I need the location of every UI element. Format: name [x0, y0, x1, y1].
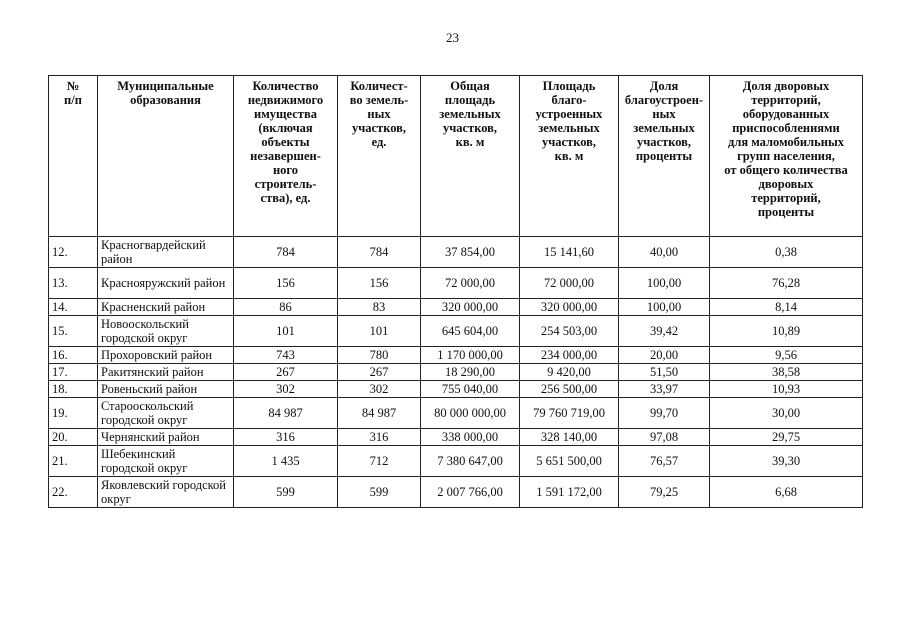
cell-yard-share: 9,56	[710, 347, 863, 364]
cell-plots: 316	[338, 429, 421, 446]
cell-yard-share: 76,28	[710, 268, 863, 299]
cell-total-area: 1 170 000,00	[421, 347, 520, 364]
cell-plots: 84 987	[338, 398, 421, 429]
cell-total-area: 72 000,00	[421, 268, 520, 299]
table-header-row	[49, 76, 863, 237]
table-row	[49, 446, 863, 477]
municipal-land-table	[48, 75, 863, 508]
cell-municipality: Яковлевский городской округ	[98, 477, 234, 508]
cell-improved-share: 51,50	[619, 364, 710, 381]
cell-yard-share: 39,30	[710, 446, 863, 477]
cell-improved-share: 76,57	[619, 446, 710, 477]
cell-yard-share: 29,75	[710, 429, 863, 446]
table-row	[49, 398, 863, 429]
cell-improved-share: 100,00	[619, 268, 710, 299]
cell-improved-area: 256 500,00	[520, 381, 619, 398]
table-row	[49, 429, 863, 446]
cell-total-area: 2 007 766,00	[421, 477, 520, 508]
cell-improved-share: 79,25	[619, 477, 710, 508]
cell-total-area: 338 000,00	[421, 429, 520, 446]
cell-improved-share: 40,00	[619, 237, 710, 268]
header-property-count: Количество недвижимого имущества (включая объекты незавершен- ного строитель- ства), ед.	[234, 76, 338, 237]
cell-plots: 599	[338, 477, 421, 508]
cell-improved-area: 234 000,00	[520, 347, 619, 364]
cell-property: 101	[234, 316, 338, 347]
cell-num: 19.	[49, 398, 98, 429]
cell-municipality: Ракитянский район	[98, 364, 234, 381]
table-row	[49, 381, 863, 398]
cell-municipality: Ровеньский район	[98, 381, 234, 398]
cell-total-area: 7 380 647,00	[421, 446, 520, 477]
cell-improved-area: 320 000,00	[520, 299, 619, 316]
cell-improved-share: 39,42	[619, 316, 710, 347]
cell-property: 1 435	[234, 446, 338, 477]
cell-num: 21.	[49, 446, 98, 477]
cell-num: 12.	[49, 237, 98, 268]
cell-property: 84 987	[234, 398, 338, 429]
cell-improved-share: 99,70	[619, 398, 710, 429]
cell-plots: 712	[338, 446, 421, 477]
cell-improved-share: 97,08	[619, 429, 710, 446]
cell-improved-share: 20,00	[619, 347, 710, 364]
cell-improved-area: 1 591 172,00	[520, 477, 619, 508]
table-row	[49, 347, 863, 364]
header-municipality: Муниципальные образования	[98, 76, 234, 237]
cell-improved-share: 33,97	[619, 381, 710, 398]
page-number: 23	[446, 30, 459, 45]
cell-yard-share: 0,38	[710, 237, 863, 268]
cell-municipality: Шебекинский городской округ	[98, 446, 234, 477]
cell-total-area: 18 290,00	[421, 364, 520, 381]
cell-municipality: Краснояружский район	[98, 268, 234, 299]
cell-total-area: 320 000,00	[421, 299, 520, 316]
cell-improved-area: 9 420,00	[520, 364, 619, 381]
table-row	[49, 477, 863, 508]
cell-yard-share: 10,93	[710, 381, 863, 398]
table-row	[49, 237, 863, 268]
cell-municipality: Новооскольский городской округ	[98, 316, 234, 347]
cell-num: 13.	[49, 268, 98, 299]
cell-plots: 784	[338, 237, 421, 268]
cell-property: 86	[234, 299, 338, 316]
header-num: № п/п	[49, 76, 98, 237]
cell-improved-share: 100,00	[619, 299, 710, 316]
header-improved-share: Доля благоустроен- ных земельных участков, проценты	[619, 76, 710, 237]
cell-property: 267	[234, 364, 338, 381]
cell-total-area: 80 000 000,00	[421, 398, 520, 429]
cell-plots: 780	[338, 347, 421, 364]
cell-plots: 156	[338, 268, 421, 299]
cell-municipality: Чернянский район	[98, 429, 234, 446]
cell-total-area: 755 040,00	[421, 381, 520, 398]
cell-yard-share: 6,68	[710, 477, 863, 508]
cell-plots: 302	[338, 381, 421, 398]
cell-yard-share: 38,58	[710, 364, 863, 381]
table-row	[49, 299, 863, 316]
cell-property: 743	[234, 347, 338, 364]
cell-property: 302	[234, 381, 338, 398]
cell-improved-area: 72 000,00	[520, 268, 619, 299]
cell-property: 156	[234, 268, 338, 299]
cell-municipality: Старооскольский городской округ	[98, 398, 234, 429]
header-plots-count: Количест- во земель- ных участков, ед.	[338, 76, 421, 237]
header-total-area: Общая площадь земельных участков, кв. м	[421, 76, 520, 237]
cell-num: 22.	[49, 477, 98, 508]
cell-num: 16.	[49, 347, 98, 364]
cell-total-area: 37 854,00	[421, 237, 520, 268]
cell-plots: 267	[338, 364, 421, 381]
cell-improved-area: 15 141,60	[520, 237, 619, 268]
cell-property: 316	[234, 429, 338, 446]
cell-plots: 83	[338, 299, 421, 316]
cell-yard-share: 8,14	[710, 299, 863, 316]
cell-num: 17.	[49, 364, 98, 381]
cell-property: 599	[234, 477, 338, 508]
cell-plots: 101	[338, 316, 421, 347]
cell-total-area: 645 604,00	[421, 316, 520, 347]
cell-municipality: Красненский район	[98, 299, 234, 316]
table-row	[49, 316, 863, 347]
cell-improved-area: 5 651 500,00	[520, 446, 619, 477]
cell-yard-share: 30,00	[710, 398, 863, 429]
cell-improved-area: 79 760 719,00	[520, 398, 619, 429]
cell-municipality: Красногвардейский район	[98, 237, 234, 268]
cell-property: 784	[234, 237, 338, 268]
cell-municipality: Прохоровский район	[98, 347, 234, 364]
header-yard-share: Доля дворовых территорий, оборудованных приспособлениями для маломобильных групп населения, от общего количества дворовых территорий, проценты	[710, 76, 863, 237]
table-row	[49, 364, 863, 381]
cell-improved-area: 328 140,00	[520, 429, 619, 446]
table-row	[49, 268, 863, 299]
cell-num: 20.	[49, 429, 98, 446]
cell-num: 18.	[49, 381, 98, 398]
cell-num: 15.	[49, 316, 98, 347]
cell-num: 14.	[49, 299, 98, 316]
cell-improved-area: 254 503,00	[520, 316, 619, 347]
cell-yard-share: 10,89	[710, 316, 863, 347]
header-improved-area: Площадь благо- устроенных земельных участков, кв. м	[520, 76, 619, 237]
